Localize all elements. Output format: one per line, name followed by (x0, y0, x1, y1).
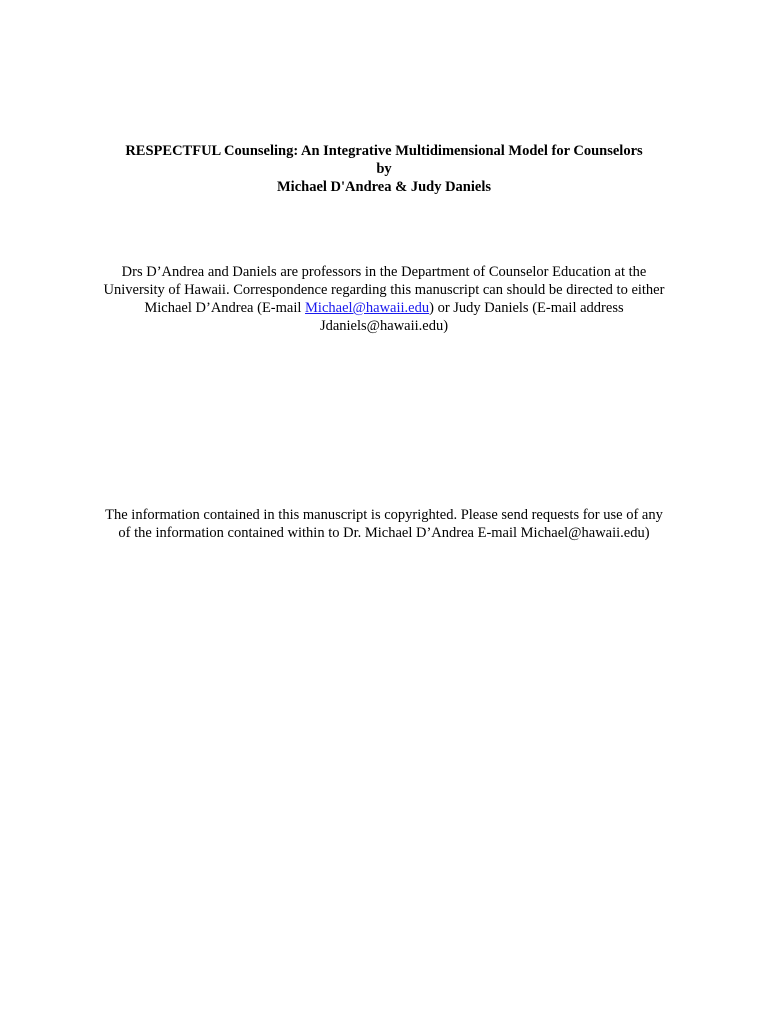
authors: Michael D'Andrea & Judy Daniels (276, 179, 492, 195)
title-block (0, 142, 768, 196)
affiliation-line-4: Jdaniels@hawaii.edu) (319, 318, 449, 334)
affiliation-line-1: Drs D’Andrea and Daniels are professors in the Department of Counselor Education at the (121, 264, 647, 280)
email-link-michael[interactable]: Michael@hawaii.edu (305, 300, 430, 316)
byline-by: by (376, 161, 392, 177)
affiliation-line-2: University of Hawaii. Correspondence regarding this manuscript can should be directed to either (103, 282, 665, 298)
copyright-line-2: of the information contained within to Dr. Michael D’Andrea E-mail Michael@hawaii.edu) (118, 525, 650, 541)
affiliation-line-3-prefix: Michael D’Andrea (E-mail (144, 300, 306, 316)
document-title: RESPECTFUL Counseling: An Integrative Multidimensional Model for Counselors (125, 143, 643, 159)
affiliation-line-3 (0, 299, 768, 317)
copyright-paragraph (0, 506, 768, 542)
affiliation-line-3-suffix: ) or Judy Daniels (E-mail address (429, 300, 624, 316)
affiliation-paragraph (0, 263, 768, 335)
copyright-line-1: The information contained in this manuscript is copyrighted. Please send requests for use of any (105, 507, 663, 523)
